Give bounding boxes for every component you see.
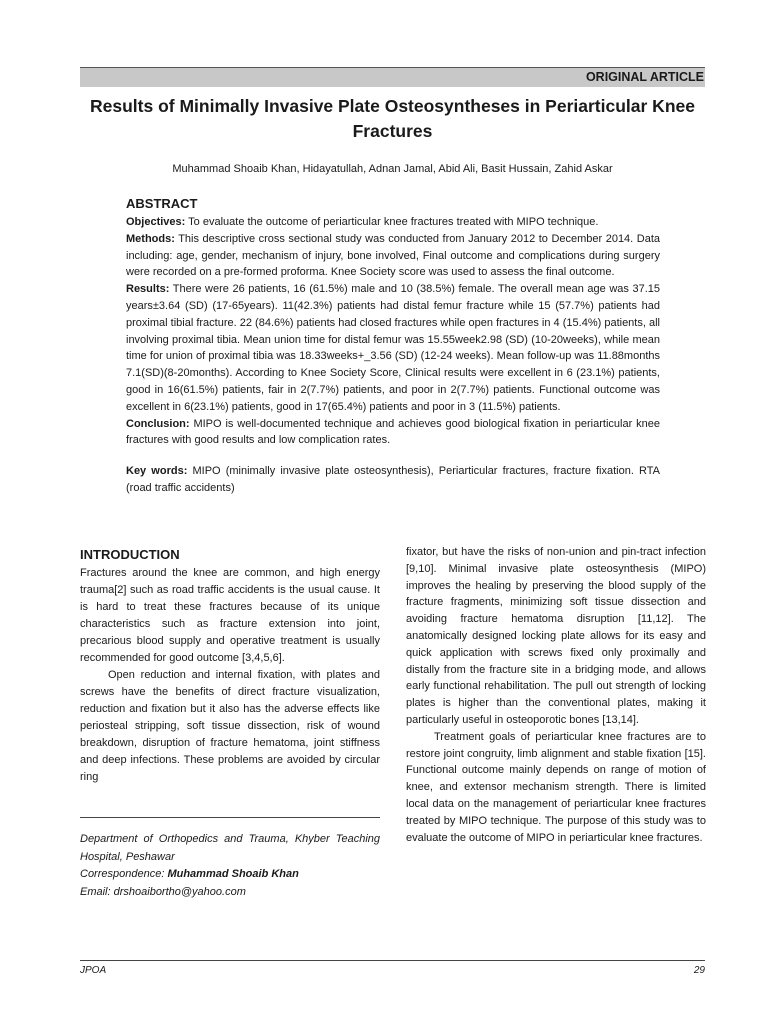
email-text: Email: drshoaibortho@yahoo.com [80, 885, 246, 898]
section-label: ORIGINAL ARTICLE [585, 70, 704, 84]
keywords-label: Key words: [126, 465, 188, 478]
footer-rule [80, 960, 705, 961]
results-label: Results: [126, 283, 170, 296]
author-list: Muhammad Shoaib Khan, Hidayatullah, Adnan Jamal, Abid Ali, Basit Hussain, Zahid Askar [172, 163, 613, 175]
introduction-paragraph-4: Treatment goals of periarticular knee fractures are to restore joint congruity, limb alignment and stable fixation [15]. Functional outcome mainly depends on range of motion of knee, and extensor mechanism strength. There is limited local data on the management of periarticular knee fractures treated by MIPO technique. The purpose of this study was to evaluate the outcome of MIPO in periarticular knee fractures. [406, 730, 706, 844]
methods-text: This descriptive cross sectional study was conducted from January 2012 to December 2014. Data including: age, gender, mechanism of injury, bone involved, Final outcome and complications during surgery were recorded on a pre-formed proforma. Knee Society score was used to assess the final outcome. [126, 232, 660, 279]
introduction-paragraph-1: Fractures around the knee are common, and high energy trauma[2] such as road traffic accidents is the usual cause. It is hard to treat these fractures because of its unique characteristics such as fracture extension into joint, precarious blood supply and operative treatment is usually recommended for good outcome [3,4,5,6]. [80, 567, 380, 664]
keywords-text: MIPO (minimally invasive plate osteosynthesis), Periarticular fractures, fracture fixation. RTA (road traffic accidents) [126, 465, 660, 494]
correspondence-line [80, 866, 380, 884]
introduction-left-column [80, 546, 380, 786]
page-number: 29 [693, 965, 705, 976]
article-title: Results of Minimally Invasive Plate Osteosyntheses in Periarticular Knee Fractures [90, 96, 695, 141]
affiliation-block [80, 831, 380, 901]
methods-label: Methods: [126, 232, 175, 245]
abstract-section [126, 195, 660, 497]
conclusion-text: MIPO is well-documented technique and achieves good biological fixation in periarticular knee fractures with good results and low complication rates. [126, 417, 660, 447]
introduction-heading: INTRODUCTION [80, 547, 180, 562]
objectives-label: Objectives: [126, 216, 186, 228]
objectives-text: To evaluate the outcome of periarticular knee fractures treated with MIPO technique. [185, 216, 599, 228]
abstract-keywords [126, 463, 660, 497]
introduction-right-column [406, 544, 706, 846]
abstract-results [126, 281, 660, 415]
conclusion-label: Conclusion: [126, 417, 190, 430]
abstract-conclusion [126, 416, 660, 450]
results-text: There were 26 patients, 16 (61.5%) male and 10 (38.5%) female. The overall mean age was 37.15 years±3.64 (SD) (17-65years). 11(42.3%) patients had distal femur fracture while 15 (57.7%) patients had proximal tibial fracture. 22 (84.6%) patients had closed fractures while open fractures in 4 (15.4%) patients, all involving proximal tibia. Mean union time for distal femur was 15.55week2.98 (SD) (10-20weeks), while mean time for union of proximal tibia was 18.33weeks+_3.56 (SD) (12-24 weeks). Mean follow-up was 11.88months 7.1(SD)(8-20months). According to Knee Society Score, Clinical results were excellent in 6 (23.1%) patients, good in 16(61.5%) patients, fair in 2(7.7%) patients, and poor in 2(7.7%) patients. Functional outcome was excellent in 6(23.1%) patients, good in 17(65.4%) patients and poor in 3 (11.5%) patients. [126, 283, 660, 413]
abstract-objectives [126, 214, 660, 231]
journal-name: JPOA [80, 965, 107, 976]
introduction-paragraph-2: Open reduction and internal fixation, with plates and screws have the benefits of direct fracture visualization, reduction and fixation but it also has the adverse effects like periosteal stripping, soft tissue dissection, risk of wound breakdown, disruption of fracture hematoma, joint stiffness and deep infections. These problems are avoided by circular ring [80, 669, 380, 783]
introduction-paragraph-3: fixator, but have the risks of non-union and pin-tract infection [9,10]. Minimal invasive plate osteosynthesis (MIPO) improves the healing by preserving the blood supply of the fracture fragments, minimizing soft tissue dissection and avoiding fracture hematoma disruption [11,12]. The anatomically designed locking plate allows for its easy and quick application with screws fixed only proximally and distally from the fracture site in a bridging mode, and allows early functional rehabilitation. The pull out strength of locking plates is higher than the conventional plates, making it particularly useful in osteoporotic bones [13,14]. [406, 546, 706, 726]
correspondence-name: Muhammad Shoaib Khan [167, 868, 299, 880]
abstract-heading: ABSTRACT [126, 196, 198, 211]
section-header-band [80, 68, 705, 87]
abstract-methods [126, 231, 660, 281]
correspondence-label: Correspondence: [80, 868, 168, 880]
department-text: Department of Orthopedics and Trauma, Khyber Teaching Hospital, Peshawar [80, 833, 380, 863]
affiliation-rule [80, 817, 380, 818]
